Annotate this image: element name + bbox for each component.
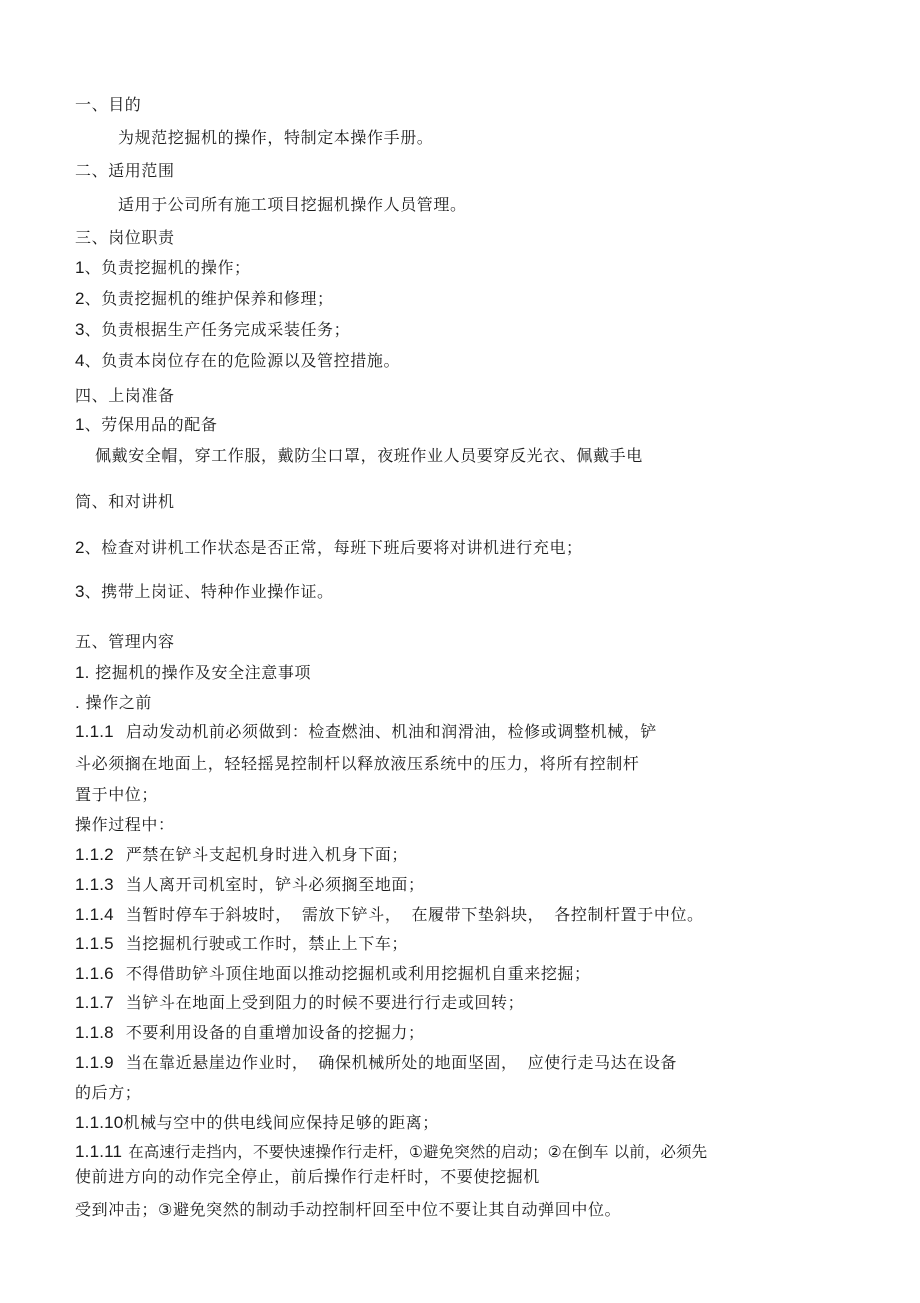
clause-continued: 斗必须搁在地面上，轻轻摇晃控制杆以释放液压系统中的压力，将所有控制杆 (75, 754, 640, 773)
clause-continued: 的后方； (75, 1083, 142, 1102)
clause-text: 需放下铲斗， (301, 905, 402, 924)
section-heading-scope: 二、适用范围 (75, 161, 175, 180)
subsubsection-heading: 操作过程中： (75, 815, 175, 834)
duty-item (75, 258, 251, 278)
clause-number: 1.1.5 (75, 934, 114, 953)
clause-text: 当铲斗在地面上受到阻力的时候不要进行行走或回转； (125, 993, 525, 1012)
clause (75, 934, 408, 954)
clause (75, 722, 657, 742)
clause (75, 1023, 425, 1043)
clause-text: 在履带下垫斜块， (411, 905, 545, 924)
clause-text: 不要利用设备的自重增加设备的挖掘力； (125, 1023, 425, 1042)
duty-item-text: 、负责本岗位存在的危险源以及管控措施。 (84, 351, 401, 370)
clause-number: 1.1.1 (75, 722, 114, 741)
section-heading-duties: 三、岗位职责 (75, 228, 175, 247)
duty-item-number: 2 (75, 289, 85, 308)
subsection-title: 挖掘机的操作及安全注意事项 (95, 663, 312, 682)
clause-continued: 受到冲击；③避免突然的制动手动控制杆回至中位不要让其自动弹回中位。 (75, 1200, 622, 1219)
clause (75, 1053, 677, 1073)
duty-item-text: 、负责挖掘机的维护保养和修理； (84, 289, 334, 308)
prep-item-number: 1 (75, 415, 85, 434)
clause-number: 1.1.10 (75, 1113, 124, 1132)
section-heading-purpose: 一、目的 (75, 95, 142, 114)
duty-item-text: 、负责挖掘机的操作； (84, 258, 251, 277)
prep-item (75, 582, 334, 602)
clause (75, 1113, 439, 1133)
clause-text: 应使行走马达在设备 (527, 1053, 678, 1072)
duty-item (75, 289, 334, 309)
clause-number: 1.1.8 (75, 1023, 114, 1042)
clause-number: 1.1.11 (75, 1142, 123, 1161)
clause-text: 严禁在铲斗支起机身时进入机身下面； (125, 845, 409, 864)
clause-number: 1.1.7 (75, 993, 114, 1012)
clause-text: 当挖掘机行驶或工作时，禁止上下车； (125, 934, 409, 953)
clause-continued: 置于中位； (75, 785, 159, 804)
duty-item-number: 4 (75, 351, 85, 370)
clause-continued: 使前进方向的动作完全停止，前后操作行走杆时，不要使挖掘机 (75, 1167, 540, 1186)
prep-item-number: 3 (75, 582, 85, 601)
section-heading-preparation: 四、上岗准备 (75, 386, 175, 405)
purpose-body: 为规范挖掘机的操作，特制定本操作手册。 (118, 128, 434, 147)
clause-number: 1.1.3 (75, 875, 114, 894)
duty-item (75, 320, 350, 340)
clause (75, 993, 524, 1013)
prep-item-number: 2 (75, 538, 85, 557)
clause-text: 当在靠近悬崖边作业时， (125, 1053, 309, 1072)
subsubsection-heading (75, 693, 152, 713)
clause-number: 1.1.2 (75, 845, 114, 864)
prep-item-text: 、携带上岗证、特种作业操作证。 (84, 582, 334, 601)
subsection-heading (75, 663, 311, 683)
clause-text: 不得借助铲斗顶住地面以推动挖掘机或利用挖掘机自重来挖掘； (125, 964, 591, 983)
scope-body: 适用于公司所有施工项目挖掘机操作人员管理。 (118, 195, 467, 214)
clause (75, 905, 704, 925)
subsubsection-number: . (75, 693, 80, 712)
prep-item-body-continued: 筒、和对讲机 (75, 492, 175, 511)
clause-text: 当人离开司机室时，铲斗必须搁至地面； (125, 875, 425, 894)
clause-text: 当暂时停车于斜坡时， (125, 905, 292, 924)
prep-item (75, 415, 217, 435)
clause-text: 各控制杆置于中位。 (554, 905, 704, 924)
duty-item-text: 、负责根据生产任务完成采装任务； (84, 320, 351, 339)
prep-item-body: 佩戴安全帽，穿工作服，戴防尘口罩，夜班作业人员要穿反光衣、佩戴手电 (95, 446, 643, 465)
prep-item-text: 、劳保用品的配备 (84, 415, 218, 434)
prep-item (75, 538, 583, 558)
clause (75, 1142, 707, 1162)
clause-number: 1.1.6 (75, 964, 114, 983)
prep-item-text: 、检查对讲机工作状态是否正常，每班下班后要将对讲机进行充电； (84, 538, 583, 557)
section-heading-management: 五、管理内容 (75, 632, 175, 651)
clause-number: 1.1.9 (75, 1053, 114, 1072)
subsubsection-title: 操作之前 (85, 693, 153, 712)
clause (75, 875, 425, 895)
clause (75, 964, 591, 984)
duty-item-number: 3 (75, 320, 85, 339)
clause-number: 1.1.4 (75, 905, 114, 924)
subsection-number: 1. (75, 663, 90, 682)
clause-text: 机械与空中的供电线间应保持足够的距离； (123, 1113, 439, 1132)
clause-text: 在高速行走挡内，不要快速操作行走杆，①避免突然的启动；②在倒车 以前，必须先 (128, 1143, 708, 1161)
clause-text: 确保机械所处的地面坚固， (318, 1053, 518, 1072)
clause (75, 845, 408, 865)
clause-text: 启动发动机前必须做到：检查燃油、机油和润滑油，检修或调整机械，铲 (125, 722, 658, 741)
duty-item (75, 351, 400, 371)
duty-item-number: 1 (75, 258, 85, 277)
